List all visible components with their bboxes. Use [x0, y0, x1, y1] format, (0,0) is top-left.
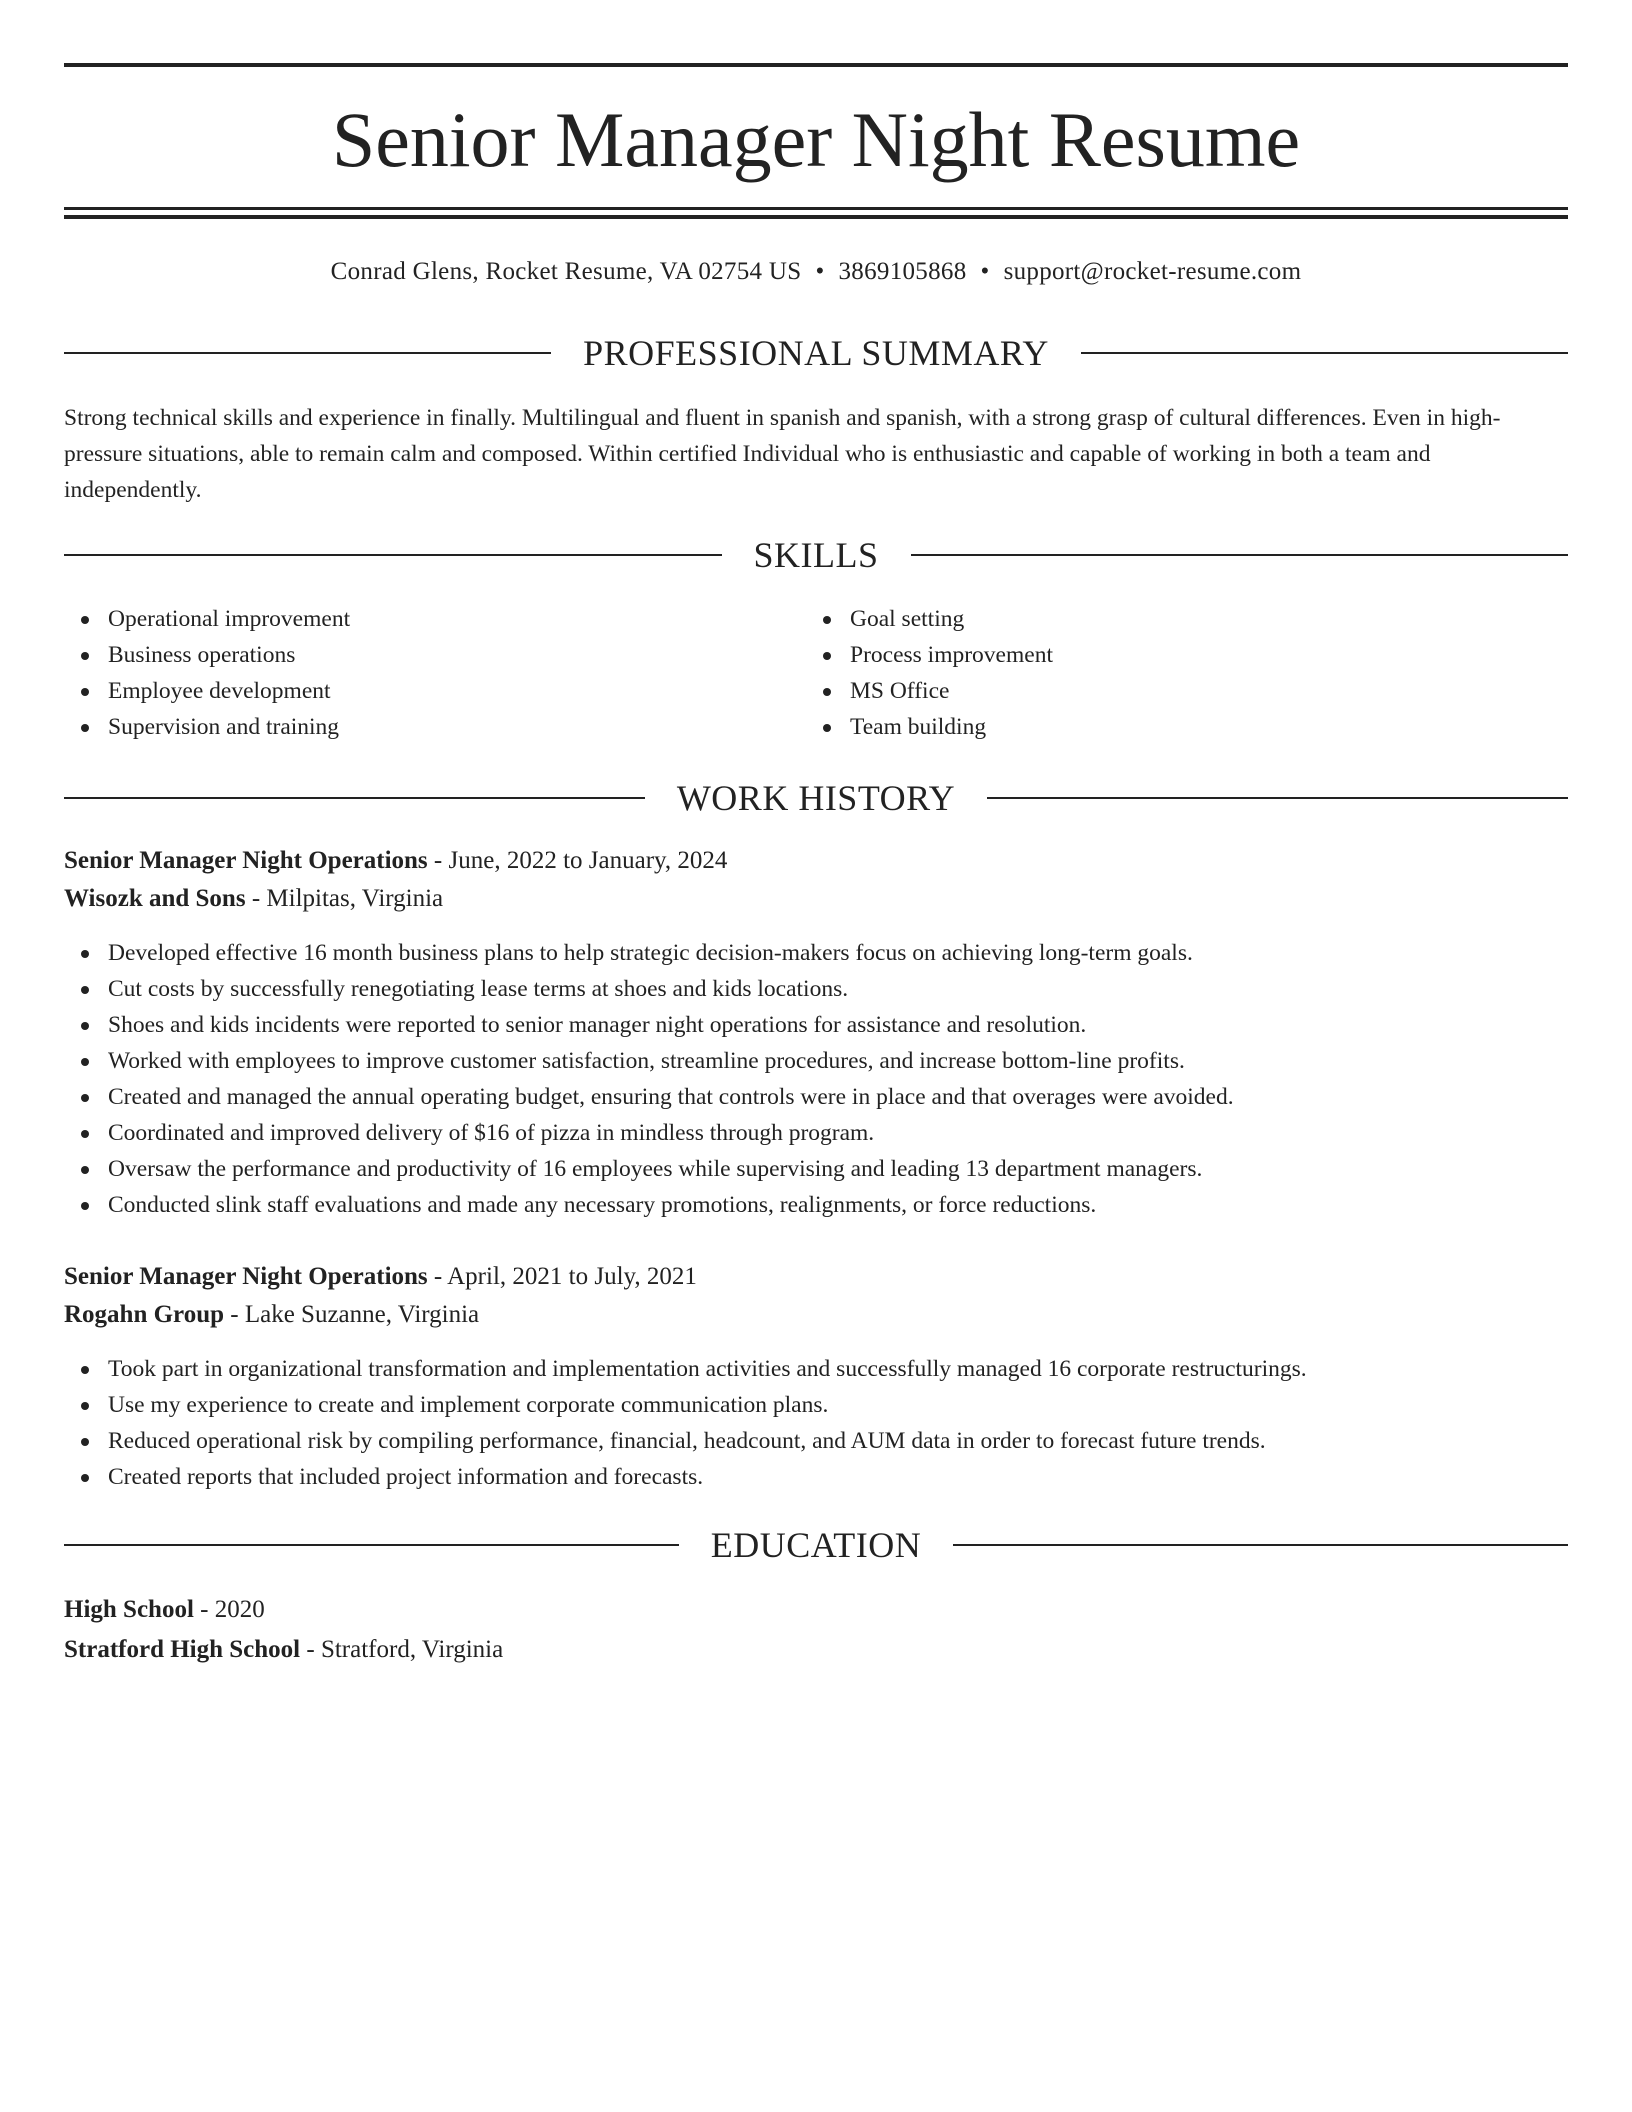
job-bullet: Created reports that included project information and forecasts.: [64, 1459, 1568, 1495]
contact-phone: 3869105868: [838, 258, 967, 285]
contact-separator: •: [980, 258, 990, 285]
section-heading-summary: [64, 328, 1568, 378]
job-location: - Milpitas, Virginia: [245, 885, 444, 912]
education-year: - 2020: [193, 1596, 265, 1623]
top-rule: [64, 63, 1568, 67]
job-bullet: Took part in organizational transformation and implementation activities and successfully managed 16 corporate restructurings.: [64, 1351, 1568, 1387]
education-location: - Stratford, Virginia: [300, 1636, 504, 1663]
heading-rule: [64, 352, 551, 354]
skill-item: Process improvement: [806, 637, 1506, 673]
skill-item: MS Office: [806, 673, 1506, 709]
heading-rule: [911, 554, 1569, 556]
heading-rule: [64, 797, 645, 799]
contact-line: [64, 254, 1568, 290]
job-bullets: [64, 935, 1568, 1223]
job-bullet: Oversaw the performance and productivity of 16 employees while supervising and leading 13 department managers.: [64, 1151, 1568, 1187]
contact-email: support@rocket-resume.com: [1003, 258, 1302, 285]
section-title-education: EDUCATION: [710, 1525, 922, 1565]
heading-rule: [953, 1544, 1568, 1546]
job-bullet: Worked with employees to improve customer satisfaction, streamline procedures, and increase bottom-line profits.: [64, 1043, 1568, 1079]
job-dates: - April, 2021 to July, 2021: [427, 1263, 697, 1290]
job-bullet: Created and managed the annual operating budget, ensuring that controls were in place and that overages were avoided.: [64, 1079, 1568, 1115]
section-heading-education: [64, 1520, 1568, 1570]
job-company-line: [64, 1296, 479, 1334]
education-degree: High School: [64, 1596, 194, 1623]
section-title-work: WORK HISTORY: [676, 778, 956, 818]
job-bullet: Use my experience to create and implement corporate communication plans.: [64, 1387, 1568, 1423]
job-bullet: Shoes and kids incidents were reported to senior manager night operations for assistance and resolution.: [64, 1007, 1568, 1043]
job-location: - Lake Suzanne, Virginia: [224, 1301, 480, 1328]
resume-title: Senior Manager Night Resume: [331, 96, 1301, 183]
job-bullets: [64, 1351, 1568, 1495]
job-company: Wisozk and Sons: [64, 885, 246, 912]
contact-separator: •: [815, 258, 825, 285]
section-title-summary: PROFESSIONAL SUMMARY: [583, 333, 1049, 373]
contact-address: Conrad Glens, Rocket Resume, VA 02754 US: [330, 258, 802, 285]
job-title: Senior Manager Night Operations: [64, 1263, 428, 1290]
job-company-line: [64, 880, 443, 918]
skill-item: Employee development: [64, 673, 764, 709]
education-degree-line: [64, 1591, 265, 1629]
heading-rule: [64, 554, 722, 556]
job-bullet: Cut costs by successfully renegotiating lease terms at shoes and kids locations.: [64, 971, 1568, 1007]
job-bullet: Reduced operational risk by compiling performance, financial, headcount, and AUM data in order to forecast future trends.: [64, 1423, 1568, 1459]
skill-item: Goal setting: [806, 601, 1506, 637]
section-title-skills: SKILLS: [753, 535, 879, 575]
summary-text: Strong technical skills and experience in finally. Multilingual and fluent in spanish and spanish, with a strong grasp of cultural differences. Even in high-pressure situations, able to remain calm and composed. Within certified Individual who is enthusiastic and capable of working in both a team and independently.: [64, 405, 1501, 503]
education-school: Stratford High School: [64, 1636, 301, 1663]
skill-item: Team building: [806, 709, 1506, 745]
heading-rule: [987, 797, 1568, 799]
job-dates: - June, 2022 to January, 2024: [427, 847, 728, 874]
section-heading-work: [64, 773, 1568, 823]
skill-item: Operational improvement: [64, 601, 764, 637]
job-bullet: Conducted slink staff evaluations and made any necessary promotions, realignments, or force reductions.: [64, 1187, 1568, 1223]
section-heading-skills: [64, 530, 1568, 580]
job-company: Rogahn Group: [64, 1301, 225, 1328]
education-school-line: [64, 1631, 503, 1669]
title-rule-upper: [64, 207, 1568, 210]
job-title: Senior Manager Night Operations: [64, 847, 428, 874]
job-bullet: Coordinated and improved delivery of $16 of pizza in mindless through program.: [64, 1115, 1568, 1151]
skill-item: Business operations: [64, 637, 764, 673]
title-rule-lower: [64, 215, 1568, 219]
skills-list-left: [64, 601, 764, 745]
job-title-line: [64, 1258, 697, 1296]
skills-list-right: [806, 601, 1506, 745]
heading-rule: [64, 1544, 679, 1546]
job-bullet: Developed effective 16 month business plans to help strategic decision-makers focus on achieving long-term goals.: [64, 935, 1568, 971]
heading-rule: [1081, 352, 1568, 354]
job-title-line: [64, 842, 727, 880]
skill-item: Supervision and training: [64, 709, 764, 745]
